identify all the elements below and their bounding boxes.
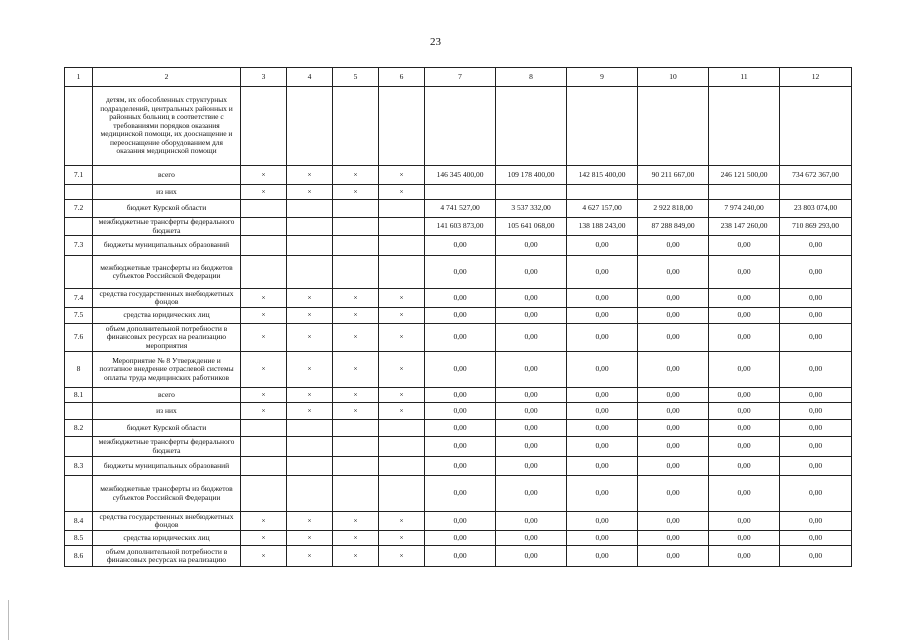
row-number-cell: 7.1 [65,166,93,185]
amount-cell [425,87,496,166]
amount-cell: 0,00 [496,352,567,388]
amount-cell: 0,00 [567,546,638,567]
amount-cell: 0,00 [638,512,709,531]
amount-cell: 0,00 [709,437,780,457]
marker-cell [287,218,333,236]
amount-cell: 0,00 [638,531,709,546]
marker-cell: × [241,546,287,567]
amount-cell: 0,00 [567,457,638,476]
marker-cell [241,236,287,256]
amount-cell: 0,00 [638,289,709,308]
table-row [65,166,852,185]
amount-cell: 0,00 [496,256,567,289]
amount-cell: 0,00 [425,531,496,546]
table-row [65,531,852,546]
table-row [65,324,852,352]
table-row [65,200,852,218]
amount-cell: 0,00 [567,256,638,289]
column-header: 11 [709,68,780,87]
amount-cell: 4 741 527,00 [425,200,496,218]
amount-cell: 246 121 500,00 [709,166,780,185]
row-number-cell: 8.1 [65,388,93,403]
row-number-cell: 8.4 [65,512,93,531]
row-name-cell: бюджет Курской области [93,420,241,437]
row-number-cell: 8.5 [65,531,93,546]
table-row [65,512,852,531]
marker-cell: × [333,546,379,567]
marker-cell [241,437,287,457]
marker-cell: × [287,166,333,185]
marker-cell: × [287,388,333,403]
row-name-cell: детям, их обособленных структурных подразделений, центральных районных и районных больниц в соответствие с требованиями порядков оказания медицинской помощи, их дооснащение и переоснащение оборудованием для оказания медицинской помощи [93,87,241,166]
row-number-cell: 7.2 [65,200,93,218]
amount-cell: 0,00 [567,289,638,308]
row-number-cell: 7.5 [65,308,93,324]
row-number-cell [65,437,93,457]
amount-cell: 0,00 [638,476,709,512]
marker-cell: × [287,289,333,308]
table-body [65,87,852,567]
marker-cell: × [379,185,425,200]
marker-cell: × [333,512,379,531]
amount-cell [780,185,852,200]
marker-cell: × [287,531,333,546]
column-header: 7 [425,68,496,87]
row-name-cell: из них [93,185,241,200]
amount-cell: 0,00 [780,388,852,403]
amount-cell: 0,00 [709,476,780,512]
marker-cell: × [379,403,425,420]
marker-cell: × [333,403,379,420]
row-number-cell [65,87,93,166]
amount-cell [709,185,780,200]
row-number-cell: 7.3 [65,236,93,256]
amount-cell: 0,00 [496,457,567,476]
marker-cell: × [379,546,425,567]
marker-cell [333,256,379,289]
marker-cell [241,87,287,166]
amount-cell: 0,00 [780,476,852,512]
marker-cell: × [379,512,425,531]
amount-cell: 0,00 [567,512,638,531]
marker-cell [333,420,379,437]
marker-cell: × [287,185,333,200]
amount-cell: 0,00 [496,236,567,256]
row-name-cell: Мероприятие № 8 Утверждение и поэтапное внедрение отраслевой системы оплаты труда медицинских работников [93,352,241,388]
marker-cell: × [241,324,287,352]
marker-cell [379,476,425,512]
marker-cell: × [333,388,379,403]
marker-cell [333,457,379,476]
amount-cell: 0,00 [709,512,780,531]
marker-cell: × [333,289,379,308]
table-row [65,388,852,403]
column-header: 4 [287,68,333,87]
amount-cell: 0,00 [425,457,496,476]
column-header: 10 [638,68,709,87]
amount-cell: 0,00 [567,476,638,512]
marker-cell [241,476,287,512]
marker-cell [379,200,425,218]
table-row [65,218,852,236]
amount-cell: 0,00 [780,512,852,531]
amount-cell: 90 211 667,00 [638,166,709,185]
amount-cell: 0,00 [567,308,638,324]
row-name-cell: всего [93,388,241,403]
amount-cell [638,87,709,166]
amount-cell: 142 815 400,00 [567,166,638,185]
amount-cell: 0,00 [567,420,638,437]
amount-cell: 0,00 [780,546,852,567]
marker-cell: × [241,289,287,308]
amount-cell: 0,00 [496,437,567,457]
amount-cell: 238 147 260,00 [709,218,780,236]
amount-cell: 0,00 [496,512,567,531]
amount-cell: 0,00 [425,388,496,403]
amount-cell: 105 641 068,00 [496,218,567,236]
marker-cell: × [287,403,333,420]
amount-cell: 146 345 400,00 [425,166,496,185]
marker-cell: × [241,352,287,388]
amount-cell: 0,00 [425,352,496,388]
amount-cell: 0,00 [709,324,780,352]
row-number-cell [65,476,93,512]
amount-cell: 0,00 [567,403,638,420]
amount-cell: 0,00 [709,546,780,567]
amount-cell: 0,00 [567,388,638,403]
row-name-cell: бюджет Курской области [93,200,241,218]
row-number-cell: 8.3 [65,457,93,476]
amount-cell: 0,00 [425,256,496,289]
marker-cell [379,420,425,437]
column-header: 8 [496,68,567,87]
table-row [65,87,852,166]
marker-cell [379,218,425,236]
marker-cell [241,256,287,289]
amount-cell [425,185,496,200]
row-name-cell: всего [93,166,241,185]
amount-cell: 2 922 818,00 [638,200,709,218]
marker-cell [287,420,333,437]
amount-cell: 0,00 [638,324,709,352]
amount-cell: 0,00 [496,420,567,437]
table-row [65,236,852,256]
row-name-cell: из них [93,403,241,420]
row-name-cell: межбюджетные трансферты федерального бюджета [93,218,241,236]
table-row [65,546,852,567]
marker-cell [287,437,333,457]
row-name-cell: средства юридических лиц [93,308,241,324]
marker-cell: × [241,531,287,546]
amount-cell: 0,00 [780,457,852,476]
row-number-cell: 7.6 [65,324,93,352]
table-row [65,256,852,289]
marker-cell: × [287,512,333,531]
marker-cell [287,457,333,476]
marker-cell: × [287,352,333,388]
marker-cell: × [333,531,379,546]
marker-cell [241,200,287,218]
amount-cell: 0,00 [780,289,852,308]
marker-cell [333,437,379,457]
marker-cell: × [379,352,425,388]
marker-cell: × [241,185,287,200]
amount-cell [496,185,567,200]
marker-cell [287,200,333,218]
amount-cell: 0,00 [425,512,496,531]
amount-cell: 734 672 367,00 [780,166,852,185]
marker-cell [287,476,333,512]
row-name-cell: объем дополнительной потребности в финансовых ресурсах на реализацию [93,546,241,567]
amount-cell: 7 974 240,00 [709,200,780,218]
row-number-cell: 7.4 [65,289,93,308]
amount-cell: 0,00 [425,236,496,256]
marker-cell: × [287,546,333,567]
amount-cell: 0,00 [780,437,852,457]
table-row [65,437,852,457]
scan-edge [0,600,9,640]
marker-cell [379,87,425,166]
amount-cell: 0,00 [496,308,567,324]
amount-cell: 0,00 [425,324,496,352]
marker-cell: × [333,324,379,352]
amount-cell: 0,00 [425,420,496,437]
marker-cell [379,457,425,476]
amount-cell: 0,00 [425,476,496,512]
amount-cell: 0,00 [638,457,709,476]
amount-cell: 0,00 [780,420,852,437]
amount-cell: 0,00 [638,403,709,420]
amount-cell: 0,00 [496,388,567,403]
amount-cell: 0,00 [709,420,780,437]
amount-cell: 0,00 [709,457,780,476]
amount-cell: 0,00 [425,546,496,567]
row-number-cell [65,185,93,200]
column-header: 3 [241,68,287,87]
amount-cell [638,185,709,200]
row-number-cell [65,218,93,236]
marker-cell: × [333,185,379,200]
marker-cell [333,476,379,512]
row-name-cell: межбюджетные трансферты федерального бюджета [93,437,241,457]
marker-cell: × [241,308,287,324]
amount-cell: 0,00 [638,420,709,437]
marker-cell: × [287,308,333,324]
column-header: 6 [379,68,425,87]
marker-cell: × [333,166,379,185]
amount-cell [567,87,638,166]
marker-cell: × [287,324,333,352]
marker-cell: × [379,388,425,403]
amount-cell: 0,00 [496,324,567,352]
marker-cell [379,437,425,457]
table-row [65,403,852,420]
amount-cell: 23 803 074,00 [780,200,852,218]
marker-cell [287,256,333,289]
amount-cell: 0,00 [709,308,780,324]
table-row [65,457,852,476]
amount-cell: 0,00 [709,289,780,308]
amount-cell: 0,00 [638,437,709,457]
amount-cell: 0,00 [425,289,496,308]
amount-cell: 0,00 [780,236,852,256]
amount-cell: 0,00 [496,546,567,567]
table-row [65,185,852,200]
column-header: 5 [333,68,379,87]
marker-cell [333,236,379,256]
amount-cell [709,87,780,166]
amount-cell: 109 178 400,00 [496,166,567,185]
column-header: 9 [567,68,638,87]
amount-cell: 0,00 [638,352,709,388]
row-number-cell [65,256,93,289]
row-name-cell: бюджеты муниципальных образований [93,236,241,256]
row-name-cell: средства государственных внебюджетных фондов [93,289,241,308]
amount-cell: 3 537 332,00 [496,200,567,218]
column-header: 2 [93,68,241,87]
amount-cell [567,185,638,200]
table-row [65,308,852,324]
amount-cell: 138 188 243,00 [567,218,638,236]
marker-cell [241,420,287,437]
amount-cell: 0,00 [780,531,852,546]
amount-cell: 0,00 [425,308,496,324]
marker-cell [379,236,425,256]
page-number: 23 [430,36,441,48]
amount-cell: 87 288 849,00 [638,218,709,236]
marker-cell: × [241,512,287,531]
marker-cell [333,200,379,218]
amount-cell: 0,00 [567,324,638,352]
amount-cell: 0,00 [638,388,709,403]
table-row [65,476,852,512]
marker-cell: × [241,166,287,185]
amount-cell: 0,00 [709,388,780,403]
amount-cell: 0,00 [567,437,638,457]
budget-table [64,67,852,567]
marker-cell: × [379,324,425,352]
row-name-cell: средства государственных внебюджетных фондов [93,512,241,531]
amount-cell: 0,00 [425,403,496,420]
amount-cell: 0,00 [638,308,709,324]
amount-cell: 0,00 [709,256,780,289]
marker-cell [241,218,287,236]
marker-cell [379,256,425,289]
amount-cell: 4 627 157,00 [567,200,638,218]
table-row [65,289,852,308]
amount-cell: 0,00 [780,324,852,352]
amount-cell: 0,00 [567,531,638,546]
marker-cell [333,218,379,236]
amount-cell: 0,00 [567,236,638,256]
amount-cell: 0,00 [709,352,780,388]
amount-cell: 0,00 [496,476,567,512]
row-number-cell: 8.2 [65,420,93,437]
marker-cell: × [379,166,425,185]
row-name-cell: межбюджетные трансферты из бюджетов субъектов Российской Федерации [93,476,241,512]
amount-cell: 710 869 293,00 [780,218,852,236]
row-name-cell: бюджеты муниципальных образований [93,457,241,476]
amount-cell: 141 603 873,00 [425,218,496,236]
row-number-cell [65,403,93,420]
marker-cell [287,236,333,256]
amount-cell: 0,00 [638,256,709,289]
amount-cell: 0,00 [496,289,567,308]
marker-cell: × [241,388,287,403]
amount-cell [496,87,567,166]
column-header: 1 [65,68,93,87]
marker-cell [333,87,379,166]
marker-cell [241,457,287,476]
amount-cell: 0,00 [496,403,567,420]
marker-cell: × [379,289,425,308]
marker-cell: × [379,308,425,324]
header-row [65,68,852,87]
row-name-cell: объем дополнительной потребности в финансовых ресурсах на реализацию мероприятия [93,324,241,352]
amount-cell: 0,00 [638,236,709,256]
amount-cell: 0,00 [780,256,852,289]
amount-cell: 0,00 [709,403,780,420]
column-header: 12 [780,68,852,87]
table-row [65,352,852,388]
amount-cell: 0,00 [780,308,852,324]
amount-cell: 0,00 [496,531,567,546]
amount-cell: 0,00 [638,546,709,567]
amount-cell: 0,00 [567,352,638,388]
row-name-cell: межбюджетные трансферты из бюджетов субъектов Российской Федерации [93,256,241,289]
amount-cell: 0,00 [425,437,496,457]
marker-cell [287,87,333,166]
marker-cell: × [333,308,379,324]
row-name-cell: средства юридических лиц [93,531,241,546]
table-row [65,420,852,437]
row-number-cell: 8 [65,352,93,388]
marker-cell: × [333,352,379,388]
amount-cell: 0,00 [709,531,780,546]
amount-cell: 0,00 [780,403,852,420]
row-number-cell: 8.6 [65,546,93,567]
amount-cell: 0,00 [709,236,780,256]
marker-cell: × [241,403,287,420]
amount-cell [780,87,852,166]
marker-cell: × [379,531,425,546]
amount-cell: 0,00 [780,352,852,388]
